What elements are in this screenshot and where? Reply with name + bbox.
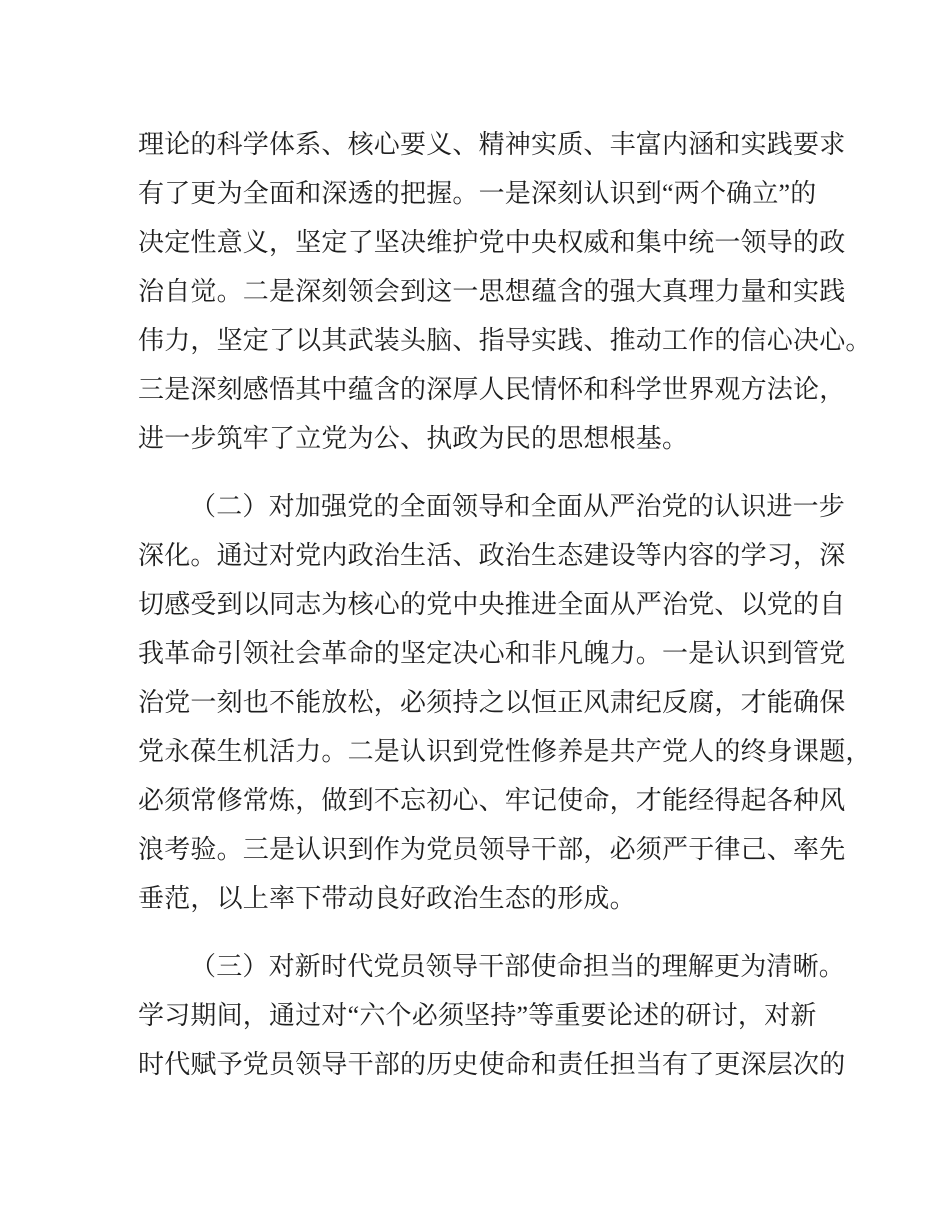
text-line: 浪考验。三是认识到作为党员领导干部，必须严于律己、率先 [138,835,846,864]
text-line: （三）对新时代党员领导干部使命担当的理解更为清晰。 [190,952,846,981]
text-line: 党永葆生机活力。二是认识到党性修养是共产党人的终身课题， [138,737,872,766]
text-line: 治党一刻也不能放松，必须持之以恒正风肃纪反腐，才能确保 [138,688,846,717]
text-line: 进一步筑牢了立党为公、执政为民的思想根基。 [138,424,689,453]
text-line: 有了更为全面和深透的把握。一是深刻认识到“两个确立”的 [138,179,817,208]
document-body [138,120,872,1089]
text-line: 治自觉。二是深刻领会到这一思想蕴含的强大真理力量和实践 [138,277,846,306]
text-line: 三是深刻感悟其中蕴含的深厚人民情怀和科学世界观方法论， [138,375,846,404]
paragraph [138,942,846,1089]
text-line: 我革命引领社会革命的坚定决心和非凡魄力。一是认识到管党 [138,639,846,668]
text-line: 深化。通过对党内政治生活、政治生态建设等内容的学习，深 [138,541,846,570]
text-line: 伟力，坚定了以其武装头脑、指导实践、推动工作的信心决心。 [138,326,872,355]
text-line: 切感受到以同志为核心的党中央推进全面从严治党、以党的自 [138,590,846,619]
text-line: 时代赋予党员领导干部的历史使命和责任担当有了更深层次的 [138,1050,846,1079]
text-line: （二）对加强党的全面领导和全面从严治党的认识进一步 [190,492,846,521]
text-line: 必须常修常炼，做到不忘初心、牢记使命，才能经得起各种风 [138,786,846,815]
text-line: 学习期间，通过对“六个必须坚持”等重要论述的研讨，对新 [138,1001,817,1030]
text-line: 理论的科学体系、核心要义、精神实质、丰富内涵和实践要求 [138,130,846,159]
text-line: 决定性意义，坚定了坚决维护党中央权威和集中统一领导的政 [138,228,846,257]
text-line: 垂范，以上率下带动良好政治生态的形成。 [138,884,636,913]
paragraph [138,120,872,463]
paragraph [138,482,872,923]
